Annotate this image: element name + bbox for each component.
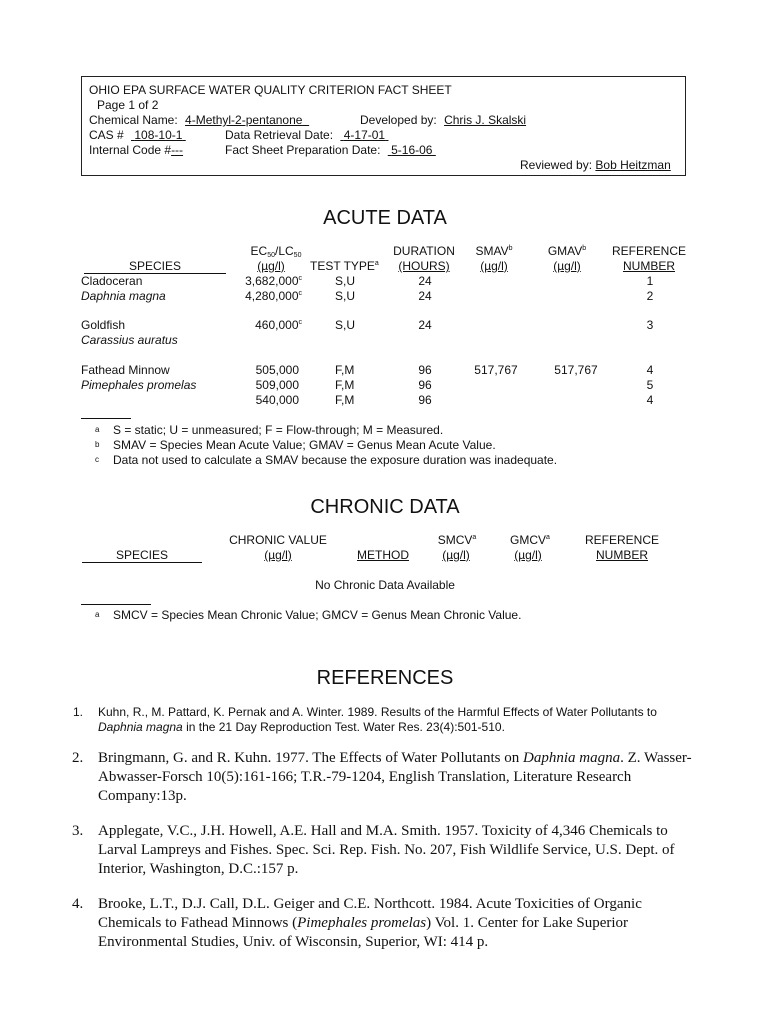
gmav-value: 517,767 (554, 363, 598, 377)
chronic-data-title: CHRONIC DATA (310, 496, 460, 518)
reference-item: Bringmann, G. and R. Kuhn. 1977. The Effects of Water Pollutants on Daphnia magna. Z. Wasser-Abwasser-Forsch 10(5):161-166; T.R.-79-1204, English Translation, Literature Research Company:13p. (98, 750, 692, 804)
test-type-value: S,U (335, 274, 356, 288)
prep-date-label: Fact Sheet Preparation Date: (225, 143, 381, 157)
prep-date-row (225, 143, 436, 158)
smav-unit: (µg/l) (480, 259, 508, 273)
reference-item: Brooke, L.T., D.J. Call, D.L. Geiger and C.E. Northcott. 1984. Acute Toxicities of Organic Chemicals to Fathead Minnows (Pimephales promelas) Vol. 1. Center for Lake Superior Environmental Studies, Univ. of Wisconsin, Superior, WI: 414 p. (98, 896, 642, 950)
reference-number-value: 4 (646, 393, 654, 407)
chronic-value-header: CHRONIC VALUE (229, 533, 327, 547)
duration-value: 96 (418, 363, 432, 377)
footnote-divider (81, 418, 131, 419)
test-type-value: F,M (335, 393, 355, 407)
ec-lc-header: $EC_{50}/LC_{50}$ (250, 244, 302, 259)
page-indicator: Page 1 of 2 (97, 98, 159, 112)
reference-number: 4. (72, 896, 84, 912)
reviewed-row (520, 158, 671, 173)
retrieval-date-value: 4-17-01 (343, 128, 386, 142)
ec-value: 460,000$^c$ (255, 318, 302, 332)
ec-value: 540,000 (255, 393, 299, 407)
species-latin-name: Daphnia magna (81, 289, 166, 303)
duration-header: DURATION (393, 244, 455, 258)
gmav-header: GMAV$^b$ (547, 244, 587, 258)
reference-item: Kuhn, R., M. Pattard, K. Pernak and A. Winter. 1989. Results of the Harmful Effects of Water Pollutants to Daphnia magna in the 21 Day Reproduction Test. Water Res. 23(4):501-510. (98, 705, 657, 734)
test-type-value: F,M (335, 378, 355, 392)
smav-header: SMAV$^b$ (475, 244, 513, 258)
retrieval-date-label: Data Retrieval Date: (225, 128, 334, 142)
ec-value: 505,000 (255, 363, 299, 377)
chemical-name-label: Chemical Name: (89, 113, 178, 127)
ec-value: 3,682,000$^c$ (245, 274, 302, 288)
reference-number: 2. (72, 750, 84, 766)
cas-row (89, 128, 186, 143)
duration-value: 96 (418, 393, 432, 407)
footnote-text: SMCV = Species Mean Chronic Value; GMCV = Genus Mean Chronic Value. (113, 608, 522, 622)
test-type-value: S,U (335, 289, 356, 303)
footnote-divider (81, 604, 151, 605)
footnote: a (95, 610, 100, 619)
duration-value: 24 (418, 318, 432, 332)
developed-by-label: Developed by: (360, 113, 437, 127)
footnote: a (95, 425, 100, 434)
fact-sheet-title: OHIO EPA SURFACE WATER QUALITY CRITERION FACT SHEET (89, 83, 452, 97)
chemical-name-value: 4-Methyl-2-pentanone (185, 113, 303, 127)
footnote-text: Data not used to calculate a SMAV because the exposure duration was inadequate. (113, 453, 558, 467)
developed-by-value: Chris J. Skalski (444, 113, 527, 127)
species-latin-name: Carassius auratus (81, 333, 178, 347)
reference-number: 3. (72, 823, 84, 839)
reference-number-header: NUMBER (622, 259, 675, 273)
footnote-text: S = static; U = unmeasured; F = Flow-through; M = Measured. (113, 423, 444, 437)
species-header: SPECIES (84, 259, 226, 274)
duration-unit: (HOURS) (398, 259, 450, 273)
footnote: c (95, 455, 99, 464)
species-latin-name: Pimephales promelas (81, 378, 197, 392)
footnote-text: SMAV = Species Mean Acute Value; GMAV = Genus Mean Acute Value. (113, 438, 496, 452)
species-common-name: Goldfish (81, 318, 126, 332)
smcv-unit: (µg/l) (442, 548, 470, 562)
smav-value: 517,767 (474, 363, 518, 377)
reference-item: Applegate, V.C., J.H. Howell, A.E. Hall and M.A. Smith. 1957. Toxicity of 4,346 Chemicals to Larval Lampreys and Fishes. Spec. Sci. Rep. Fish. No. 207, Fish Wildlife Service, U.S. Dept. of Interior, Washington, D.C.:157 p. (98, 823, 675, 877)
chemical-name-row (89, 113, 309, 128)
reviewed-by-label: Reviewed by: (520, 158, 593, 172)
gmcv-header: GMCV$^a$ (510, 533, 550, 547)
test-type-value: S,U (335, 318, 356, 332)
test-type-value: F,M (335, 363, 355, 377)
method-header: METHOD (357, 548, 409, 562)
duration-value: 24 (418, 274, 432, 288)
internal-code-row (89, 143, 183, 158)
internal-code-value: --- (171, 143, 184, 157)
chronic-value-unit: (µg/l) (264, 548, 292, 562)
internal-code-label: Internal Code # (89, 143, 172, 157)
species-common-name: Cladoceran (81, 274, 143, 288)
footnote: b (95, 440, 100, 449)
reference-number-value: 1 (646, 274, 654, 288)
prep-date-value: 5-16-06 (391, 143, 433, 157)
ec-lc-unit: (µg/l) (257, 259, 285, 273)
reference-number-value: 5 (646, 378, 654, 392)
ec-value: 4,280,000$^c$ (245, 289, 302, 303)
gmcv-unit: (µg/l) (514, 548, 542, 562)
chronic-reference-header: REFERENCE (584, 533, 659, 547)
retrieval-row (225, 128, 388, 143)
reference-number-value: 3 (646, 318, 654, 332)
test-type-header: TEST TYPE$^a$ (310, 259, 379, 273)
chronic-species-header: SPECIES (82, 548, 202, 563)
acute-data-title: ACUTE DATA (323, 207, 447, 229)
developer-row (360, 113, 526, 128)
reference-number-value: 4 (646, 363, 654, 377)
no-chronic-data-message: No Chronic Data Available (315, 578, 455, 592)
cas-label: CAS # (89, 128, 124, 142)
references-title: REFERENCES (316, 667, 454, 689)
reviewed-by-value: Bob Heitzman (595, 158, 671, 172)
reference-number: 1. (73, 705, 84, 719)
ec-value: 509,000 (255, 378, 299, 392)
duration-value: 96 (418, 378, 432, 392)
duration-value: 24 (418, 289, 432, 303)
reference-number-value: 2 (646, 289, 654, 303)
chronic-reference-number-header: NUMBER (595, 548, 648, 562)
reference-header: REFERENCE (611, 244, 686, 258)
species-common-name: Fathead Minnow (81, 363, 170, 377)
cas-value: 108-10-1 (134, 128, 183, 142)
gmav-unit: (µg/l) (553, 259, 581, 273)
smcv-header: SMCV$^a$ (437, 533, 477, 547)
